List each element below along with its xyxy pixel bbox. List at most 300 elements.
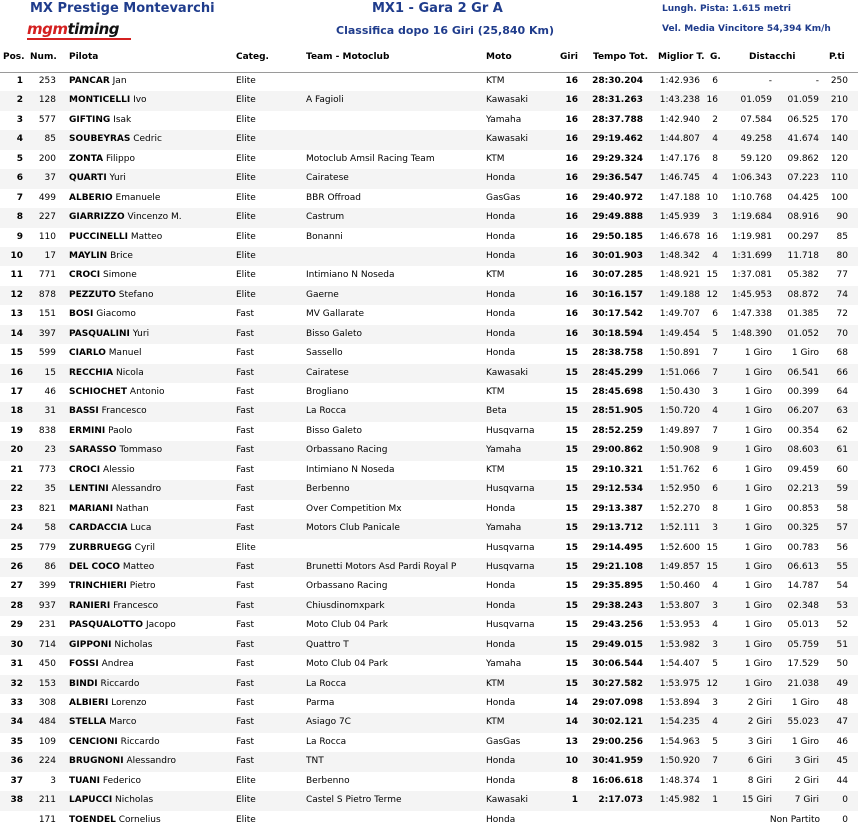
rider-first-name: Simone <box>103 270 137 281</box>
position-cell: 8 <box>16 212 23 223</box>
laps-cell: 15 <box>565 464 578 475</box>
laps-cell: 1 <box>571 795 578 806</box>
gap-previous-cell: 02.213 <box>787 484 819 495</box>
number-cell: 253 <box>38 76 56 86</box>
rider-cell <box>69 581 229 591</box>
rider-cell <box>69 698 229 708</box>
number-cell: 153 <box>38 678 56 689</box>
best-lap-number-cell: 3 <box>712 212 718 223</box>
rider-first-name: Vincenzo M. <box>127 212 182 223</box>
gap-leader-cell: - <box>768 76 772 86</box>
rider-last-name: PANCAR <box>69 76 110 86</box>
rider-cell <box>69 523 229 533</box>
team-cell: TNT <box>306 756 324 767</box>
gap-previous-cell: 06.541 <box>787 367 819 378</box>
laps-cell: 15 <box>565 659 578 670</box>
number-cell: 171 <box>38 814 56 825</box>
position-cell: 26 <box>10 561 23 572</box>
gap-previous-cell: 09.459 <box>787 464 819 475</box>
number-cell: 771 <box>38 270 56 281</box>
rider-first-name: Cornelius <box>118 814 161 825</box>
points-cell: 58 <box>836 503 848 514</box>
rider-first-name: Nicola <box>116 367 144 378</box>
table-row <box>0 480 858 499</box>
points-cell: 77 <box>836 270 848 281</box>
points-cell: 55 <box>836 561 848 572</box>
rider-first-name: Alessio <box>103 464 135 475</box>
best-lap-cell: 1:49.454 <box>659 328 700 339</box>
gap-leader-cell: 1 Giro <box>744 523 772 534</box>
total-time-cell: 29:49.888 <box>592 212 643 223</box>
moto-cell: Honda <box>486 309 516 320</box>
position-cell: 30 <box>10 639 23 650</box>
laps-cell: 15 <box>565 523 578 534</box>
total-time-cell: 29:13.387 <box>592 503 643 514</box>
position-cell: 11 <box>10 270 23 281</box>
rider-first-name: Jan <box>112 76 127 86</box>
rider-last-name: SOUBEYRAS <box>69 134 131 145</box>
table-row <box>0 733 858 752</box>
moto-cell: KTM <box>486 464 505 475</box>
total-time-cell: 29:49.015 <box>592 639 643 650</box>
results-table <box>0 72 858 830</box>
total-time-cell: 28:45.698 <box>592 387 643 397</box>
gap-previous-cell: 00.354 <box>787 425 819 436</box>
rider-cell <box>69 173 229 183</box>
best-lap-cell: 1:50.430 <box>659 387 700 397</box>
rider-last-name: PUCCINELLI <box>69 231 128 242</box>
race-subtitle: Classifica dopo 16 Giri (25,840 Km) <box>336 24 555 37</box>
points-cell: 100 <box>830 192 848 203</box>
best-lap-cell: 1:54.235 <box>659 717 700 728</box>
moto-cell: KTM <box>486 678 505 689</box>
category-cell: Fast <box>236 561 255 572</box>
team-cell: Chiusdinomxpark <box>306 600 385 611</box>
gap-leader-cell: 1 Giro <box>744 406 772 417</box>
table-row <box>0 325 858 344</box>
rider-first-name: Lorenzo <box>111 698 147 708</box>
rider-last-name: LAPUCCI <box>69 795 113 806</box>
table-row <box>0 636 858 655</box>
number-cell: 151 <box>38 309 56 320</box>
rider-cell <box>69 717 229 727</box>
total-time-cell: 30:16.157 <box>592 289 643 300</box>
rider-first-name: Alessandro <box>111 484 162 495</box>
team-cell: MV Gallarate <box>306 309 365 320</box>
mgmtiming-logo: mgmtiming <box>27 20 119 38</box>
rider-cell <box>69 232 229 242</box>
team-cell: Berbenno <box>306 775 350 786</box>
col-giri: Giri <box>560 52 578 62</box>
laps-cell: 15 <box>565 445 578 456</box>
gap-previous-cell: 00.297 <box>787 231 819 242</box>
best-lap-cell: 1:46.678 <box>659 231 700 242</box>
best-lap-cell: 1:42.936 <box>659 76 700 86</box>
moto-cell: Honda <box>486 348 516 359</box>
team-cell: Bonanni <box>306 231 343 242</box>
gap-leader-cell: 1 Giro <box>744 367 772 378</box>
number-cell: 599 <box>38 348 56 359</box>
rider-first-name: Ivo <box>133 95 147 106</box>
gap-leader-cell: 1:10.768 <box>731 192 772 203</box>
gap-leader-cell: 6 Giri <box>747 756 772 767</box>
laps-cell: 15 <box>565 367 578 378</box>
points-cell: 120 <box>830 153 848 164</box>
number-cell: 37 <box>44 173 56 184</box>
points-cell: 52 <box>836 620 848 631</box>
rider-last-name: CIARLO <box>69 348 106 359</box>
total-time-cell: 29:35.895 <box>592 581 643 592</box>
points-cell: 74 <box>836 289 848 300</box>
rider-cell <box>69 387 229 397</box>
best-lap-number-cell: 4 <box>712 134 718 145</box>
best-lap-cell: 1:50.891 <box>659 348 700 359</box>
best-lap-number-cell: 1 <box>712 775 718 786</box>
position-cell: 5 <box>16 153 23 164</box>
rider-first-name: Cedric <box>133 134 162 145</box>
gap-previous-cell: 14.787 <box>787 581 819 592</box>
points-cell: 62 <box>836 425 848 436</box>
position-cell: 34 <box>10 717 23 728</box>
team-cell: Moto Club 04 Park <box>306 620 388 631</box>
moto-cell: KTM <box>486 387 505 397</box>
gap-previous-cell: 08.916 <box>787 212 819 223</box>
number-cell: 15 <box>44 367 56 378</box>
gap-leader-cell: 1 Giro <box>744 425 772 436</box>
gap-leader-cell: 1 Giro <box>744 348 772 359</box>
best-lap-cell: 1:53.807 <box>659 600 700 611</box>
gap-leader-cell: 1 Giro <box>744 600 772 611</box>
gap-leader-cell: 49.258 <box>740 134 772 145</box>
gap-previous-cell: 06.613 <box>787 561 819 572</box>
moto-cell: Husqvarna <box>486 620 535 631</box>
number-cell: 397 <box>38 328 56 339</box>
rider-last-name: PASQUALOTTO <box>69 620 144 631</box>
rider-last-name: QUARTI <box>69 173 107 184</box>
team-cell: Cairatese <box>306 367 349 378</box>
best-lap-cell: 1:49.857 <box>659 561 700 572</box>
laps-cell: 16 <box>565 270 578 281</box>
laps-cell: 8 <box>571 775 578 786</box>
moto-cell: Honda <box>486 814 516 825</box>
best-lap-number-cell: 4 <box>712 717 718 728</box>
gap-previous-cell: 00.325 <box>787 523 819 534</box>
gap-leader-cell: 1 Giro <box>744 620 772 631</box>
gap-leader-cell: 1 Giro <box>744 387 772 397</box>
rider-first-name: Giacomo <box>96 309 136 320</box>
gap-previous-cell: 1 Giro <box>791 736 819 747</box>
gap-leader-cell: 1:37.081 <box>731 270 772 281</box>
best-lap-number-cell: 3 <box>712 600 718 611</box>
gap-previous-cell: 08.872 <box>787 289 819 300</box>
rider-last-name: SCHIOCHET <box>69 387 128 397</box>
average-speed: Vel. Media Vincitore 54,394 Km/h <box>662 24 831 34</box>
rider-last-name: MARIANI <box>69 503 114 514</box>
best-lap-cell: 1:51.762 <box>659 464 700 475</box>
position-cell: 2 <box>16 95 23 106</box>
position-cell: 35 <box>10 736 23 747</box>
gap-previous-cell: 01.052 <box>787 328 819 339</box>
table-row <box>0 772 858 791</box>
rider-last-name: MAYLIN <box>69 250 108 261</box>
total-time-cell: 29:50.185 <box>592 231 643 242</box>
laps-cell: 15 <box>565 348 578 359</box>
points-cell: 44 <box>836 775 848 786</box>
points-cell: 59 <box>836 484 848 495</box>
rider-last-name: TOENDEL <box>69 814 116 825</box>
laps-cell: 16 <box>565 231 578 242</box>
gap-leader-cell: 8 Giri <box>747 775 772 786</box>
rider-first-name: Brice <box>110 250 133 261</box>
col-tempo: Tempo Tot. <box>593 52 649 62</box>
moto-cell: Honda <box>486 581 516 592</box>
team-cell: Bisso Galeto <box>306 328 362 339</box>
best-lap-number-cell: 15 <box>706 542 718 553</box>
laps-cell: 14 <box>565 717 578 728</box>
rider-cell <box>69 406 229 416</box>
best-lap-number-cell: 4 <box>712 620 718 631</box>
best-lap-number-cell: 6 <box>712 76 718 86</box>
rider-last-name: FOSSI <box>69 659 99 670</box>
position-cell: 18 <box>10 406 23 417</box>
gap-leader-cell: 1:45.953 <box>731 289 772 300</box>
table-row <box>0 694 858 713</box>
best-lap-cell: 1:51.066 <box>659 367 700 378</box>
total-time-cell: 29:36.547 <box>592 173 643 184</box>
position-cell: 25 <box>10 542 23 553</box>
table-row <box>0 344 858 363</box>
category-cell: Fast <box>236 756 255 767</box>
gap-previous-cell: 02.348 <box>787 600 819 611</box>
team-cell: A Fagioli <box>306 95 344 106</box>
rider-first-name: Antonio <box>129 387 165 397</box>
team-cell: Asiago 7C <box>306 717 351 728</box>
col-g: G. <box>710 52 721 62</box>
best-lap-cell: 1:53.975 <box>659 678 700 689</box>
position-cell: 31 <box>10 659 23 670</box>
total-time-cell: 29:21.108 <box>592 561 643 572</box>
table-row <box>0 577 858 596</box>
best-lap-cell: 1:49.188 <box>659 289 700 300</box>
table-row <box>0 675 858 694</box>
position-cell: 17 <box>10 387 23 397</box>
gap-leader-cell: 1 Giro <box>744 561 772 572</box>
rider-cell <box>69 756 229 766</box>
category-cell: Elite <box>236 270 256 281</box>
best-lap-number-cell: 4 <box>712 173 718 184</box>
moto-cell: Honda <box>486 639 516 650</box>
gap-leader-cell: 1 Giro <box>744 659 772 670</box>
gap-leader-cell: 1 Giro <box>744 445 772 456</box>
number-cell: 577 <box>38 114 56 125</box>
points-cell: 48 <box>836 698 848 708</box>
column-header-row <box>0 44 858 73</box>
col-distacchi: Distacchi <box>749 52 796 62</box>
table-row-non-partito <box>0 811 858 830</box>
total-time-cell: 29:00.862 <box>592 445 643 456</box>
team-cell: Motoclub Amsil Racing Team <box>306 153 435 164</box>
moto-cell: Kawasaki <box>486 134 529 145</box>
number-cell: 85 <box>44 134 56 145</box>
points-cell: 64 <box>836 387 848 397</box>
team-cell: Sassello <box>306 348 343 359</box>
category-cell: Elite <box>236 76 256 86</box>
best-lap-cell: 1:53.953 <box>659 620 700 631</box>
rider-cell <box>69 134 229 144</box>
gap-previous-cell: 08.603 <box>787 445 819 456</box>
rider-last-name: RECCHIA <box>69 367 114 378</box>
category-cell: Fast <box>236 523 255 534</box>
points-cell: 140 <box>830 134 848 145</box>
category-cell: Fast <box>236 484 255 495</box>
number-cell: 484 <box>38 717 56 728</box>
total-time-cell: 30:41.959 <box>592 756 643 767</box>
category-cell: Fast <box>236 736 255 747</box>
total-time-cell: 29:14.495 <box>592 542 643 553</box>
table-row <box>0 791 858 810</box>
rider-cell <box>69 601 229 611</box>
gap-leader-cell: 1 Giro <box>744 581 772 592</box>
rider-last-name: ALBIERI <box>69 698 109 708</box>
moto-cell: Honda <box>486 212 516 223</box>
rider-first-name: Andrea <box>101 659 134 670</box>
rider-last-name: BASSI <box>69 406 99 417</box>
best-lap-number-cell: 6 <box>712 309 718 320</box>
rider-cell <box>69 815 229 825</box>
gap-previous-cell: 1 Giro <box>791 698 819 708</box>
team-cell: La Rocca <box>306 678 347 689</box>
gap-previous-cell: 05.759 <box>787 639 819 650</box>
rider-last-name: ZONTA <box>69 153 104 164</box>
position-cell: 24 <box>10 523 23 534</box>
category-cell: Fast <box>236 464 255 475</box>
best-lap-number-cell: 4 <box>712 406 718 417</box>
rider-first-name: Riccardo <box>120 736 160 747</box>
best-lap-cell: 1:50.720 <box>659 406 700 417</box>
total-time-cell: 30:02.121 <box>592 717 643 728</box>
rider-cell <box>69 270 229 280</box>
col-categ: Categ. <box>236 52 269 62</box>
best-lap-cell: 1:50.460 <box>659 581 700 592</box>
points-cell: 45 <box>836 756 848 767</box>
position-cell: 37 <box>10 775 23 786</box>
rider-last-name: BRUGNONI <box>69 756 124 767</box>
laps-cell: 16 <box>565 134 578 145</box>
table-row <box>0 208 858 227</box>
points-cell: 66 <box>836 367 848 378</box>
category-cell: Elite <box>236 114 256 125</box>
gap-leader-cell: 1:47.338 <box>731 309 772 320</box>
category-cell: Fast <box>236 406 255 417</box>
rider-first-name: Luca <box>130 523 152 534</box>
category-cell: Fast <box>236 659 255 670</box>
rider-last-name: LENTINI <box>69 484 109 495</box>
gap-previous-cell: 3 Giri <box>794 756 819 767</box>
rider-last-name: CROCI <box>69 464 101 475</box>
rider-first-name: Yuri <box>132 328 150 339</box>
rider-cell <box>69 212 229 222</box>
moto-cell: KTM <box>486 717 505 728</box>
laps-cell: 16 <box>565 114 578 125</box>
rider-first-name: Matteo <box>130 231 163 242</box>
rider-cell <box>69 484 229 494</box>
number-cell: 937 <box>38 600 56 611</box>
moto-cell: Honda <box>486 328 516 339</box>
col-num: Num. <box>30 52 57 62</box>
gap-leader-cell: 1 Giro <box>744 542 772 553</box>
best-lap-cell: 1:46.745 <box>659 173 700 184</box>
gap-previous-cell: 05.382 <box>787 270 819 281</box>
laps-cell: 16 <box>565 192 578 203</box>
gap-previous-cell: - <box>815 76 819 86</box>
number-cell: 3 <box>50 775 56 786</box>
number-cell: 450 <box>38 659 56 670</box>
laps-cell: 16 <box>565 173 578 184</box>
rider-cell <box>69 679 229 689</box>
best-lap-number-cell: 5 <box>712 736 718 747</box>
total-time-cell: 28:51.905 <box>592 406 643 417</box>
moto-cell: Beta <box>486 406 507 417</box>
position-cell: 38 <box>10 795 23 806</box>
table-row <box>0 228 858 247</box>
table-row <box>0 189 858 208</box>
total-time-cell: 30:18.594 <box>592 328 643 339</box>
team-cell: Intimiano N Noseda <box>306 464 395 475</box>
position-cell: 36 <box>10 756 23 767</box>
total-time-cell: 28:38.758 <box>592 348 643 359</box>
number-cell: 224 <box>38 756 56 767</box>
best-lap-number-cell: 4 <box>712 250 718 261</box>
team-cell: Castrum <box>306 212 345 223</box>
team-cell: Orbassano Racing <box>306 445 388 456</box>
rider-first-name: Federico <box>102 775 142 786</box>
moto-cell: Honda <box>486 698 516 708</box>
gap-leader-cell: 1 Giro <box>744 678 772 689</box>
rider-last-name: CENCIONI <box>69 736 118 747</box>
laps-cell: 13 <box>565 736 578 747</box>
gap-leader-cell: 1 Giro <box>744 484 772 495</box>
laps-cell: 15 <box>565 639 578 650</box>
points-cell: 90 <box>836 212 848 223</box>
category-cell: Fast <box>236 503 255 514</box>
best-lap-cell: 1:50.908 <box>659 445 700 456</box>
best-lap-cell: 1:47.176 <box>659 153 700 164</box>
rider-last-name: BINDI <box>69 678 98 689</box>
moto-cell: GasGas <box>486 736 521 747</box>
gap-previous-cell: 2 Giri <box>794 775 819 786</box>
table-row <box>0 655 858 674</box>
position-cell: 32 <box>10 678 23 689</box>
rider-cell <box>69 620 229 630</box>
gap-leader-cell: 1:31.699 <box>731 250 772 261</box>
gap-previous-cell: 21.038 <box>787 678 819 689</box>
rider-last-name: TRINCHIERI <box>69 581 127 592</box>
gap-previous-cell: 7 Giri <box>794 795 819 806</box>
team-cell: Bisso Galeto <box>306 425 362 436</box>
best-lap-cell: 1:45.939 <box>659 212 700 223</box>
gap-previous-cell: 00.783 <box>787 542 819 553</box>
points-cell: 61 <box>836 445 848 456</box>
best-lap-number-cell: 3 <box>712 698 718 708</box>
team-cell: Berbenno <box>306 484 350 495</box>
team-cell: Intimiano N Noseda <box>306 270 395 281</box>
gap-previous-cell: 04.425 <box>787 192 819 203</box>
category-cell: Elite <box>236 775 256 786</box>
laps-cell: 14 <box>565 698 578 708</box>
laps-cell: 15 <box>565 425 578 436</box>
total-time-cell: 16:06.618 <box>592 775 643 786</box>
laps-cell: 16 <box>565 328 578 339</box>
